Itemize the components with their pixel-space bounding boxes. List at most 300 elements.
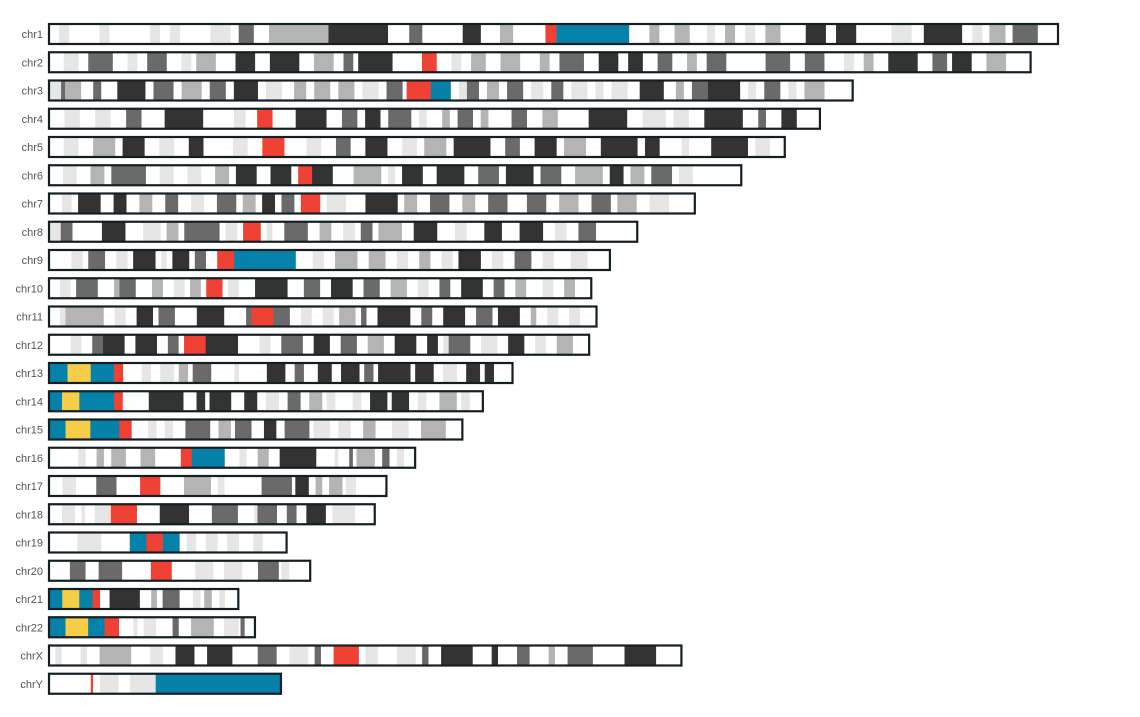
band: [191, 52, 196, 72]
band: [359, 646, 366, 666]
band: [542, 109, 558, 129]
band: [395, 335, 417, 355]
band: [163, 589, 180, 609]
band: [360, 363, 365, 383]
band: [323, 307, 334, 327]
band: [449, 194, 462, 214]
band: [160, 504, 190, 524]
band: [505, 278, 516, 298]
band: [110, 24, 151, 44]
band: [99, 561, 123, 581]
band: [451, 52, 461, 72]
band: [264, 420, 277, 440]
band: [151, 589, 157, 609]
band: [708, 81, 740, 101]
band: [631, 165, 645, 185]
chromosome-chr17: [15, 476, 386, 496]
band: [91, 674, 94, 694]
chromosome-label: chr16: [15, 452, 43, 465]
band: [86, 561, 99, 581]
band: [206, 278, 223, 298]
band: [378, 363, 411, 383]
band: [370, 391, 388, 411]
band: [188, 363, 193, 383]
band: [132, 420, 149, 440]
band: [513, 24, 546, 44]
band: [246, 109, 258, 129]
band: [408, 250, 420, 270]
band: [238, 617, 240, 637]
band: [555, 646, 568, 666]
band: [61, 81, 65, 101]
band: [690, 24, 707, 44]
band: [125, 335, 136, 355]
band: [130, 674, 156, 694]
band: [204, 137, 234, 157]
band: [534, 165, 541, 185]
band: [499, 81, 507, 101]
band: [618, 52, 628, 72]
band: [200, 589, 204, 609]
band: [49, 476, 63, 496]
band: [160, 165, 174, 185]
band: [535, 335, 546, 355]
band: [256, 194, 263, 214]
band: [212, 504, 238, 524]
band: [111, 504, 137, 524]
band: [105, 617, 120, 637]
band: [316, 448, 335, 468]
band: [569, 307, 580, 327]
band: [224, 307, 246, 327]
band: [210, 81, 226, 101]
band: [179, 363, 189, 383]
band: [182, 81, 202, 101]
band: [252, 307, 274, 327]
band: [321, 646, 334, 666]
band: [307, 137, 322, 157]
band: [82, 504, 86, 524]
band: [49, 52, 64, 72]
band: [172, 561, 196, 581]
band: [358, 250, 370, 270]
band: [87, 646, 100, 666]
band: [470, 335, 481, 355]
band: [63, 476, 77, 496]
band: [755, 24, 765, 44]
band: [63, 165, 77, 185]
band: [289, 646, 308, 666]
band: [464, 165, 478, 185]
band: [527, 109, 543, 129]
band: [441, 646, 473, 666]
band: [100, 674, 119, 694]
band: [234, 363, 239, 383]
band: [276, 420, 285, 440]
band: [421, 307, 432, 327]
band: [364, 363, 374, 383]
band: [49, 165, 63, 185]
band: [224, 561, 243, 581]
band: [73, 222, 103, 242]
chromosome-label: chr10: [15, 283, 43, 296]
band: [223, 278, 229, 298]
band: [156, 420, 165, 440]
band: [161, 222, 167, 242]
band: [676, 81, 684, 101]
band: [191, 194, 204, 214]
band: [239, 278, 256, 298]
band: [314, 420, 331, 440]
band: [86, 448, 97, 468]
band: [119, 420, 132, 440]
band: [152, 278, 163, 298]
band: [826, 24, 836, 44]
band: [145, 81, 153, 101]
band: [578, 222, 596, 242]
band: [331, 222, 343, 242]
band: [707, 24, 715, 44]
band: [255, 278, 288, 298]
band: [617, 194, 637, 214]
band: [62, 589, 79, 609]
chromosome-label: chr22: [15, 622, 43, 635]
band: [60, 278, 71, 298]
band: [298, 165, 312, 185]
band: [238, 504, 255, 524]
band: [271, 165, 292, 185]
band: [356, 307, 362, 327]
band: [123, 363, 142, 383]
band: [322, 391, 327, 411]
chromosome-label: chr14: [15, 396, 43, 409]
band: [49, 674, 91, 694]
band: [98, 278, 115, 298]
chromosome-chr4: [22, 109, 821, 129]
band: [205, 391, 210, 411]
band: [651, 165, 672, 185]
band: [117, 81, 145, 101]
band: [355, 222, 361, 242]
band: [804, 81, 824, 101]
band: [155, 448, 181, 468]
band: [275, 194, 282, 214]
band: [330, 420, 339, 440]
band: [404, 194, 417, 214]
band: [707, 52, 727, 72]
band: [467, 222, 485, 242]
band: [461, 52, 471, 72]
band: [499, 165, 506, 185]
band: [373, 222, 379, 242]
band: [244, 391, 257, 411]
band: [105, 250, 117, 270]
band: [167, 222, 179, 242]
band: [506, 165, 534, 185]
band: [603, 165, 610, 185]
band: [321, 137, 336, 157]
band: [410, 307, 421, 327]
band: [269, 448, 280, 468]
band: [341, 335, 358, 355]
band: [346, 194, 366, 214]
band: [225, 222, 237, 242]
band: [414, 222, 438, 242]
band: [258, 646, 277, 666]
band: [669, 194, 695, 214]
band: [437, 165, 465, 185]
band: [277, 646, 290, 666]
band: [363, 420, 376, 440]
band: [284, 137, 306, 157]
band: [211, 476, 218, 496]
band: [484, 222, 502, 242]
band: [218, 476, 225, 496]
band: [357, 335, 368, 355]
band: [102, 222, 126, 242]
band: [90, 420, 119, 440]
band: [301, 307, 312, 327]
band: [49, 250, 72, 270]
band: [343, 222, 355, 242]
band: [507, 81, 523, 101]
band: [418, 391, 427, 411]
band: [402, 137, 417, 157]
band: [596, 81, 604, 101]
band: [397, 448, 405, 468]
band: [682, 137, 690, 157]
band: [481, 250, 493, 270]
band: [437, 222, 455, 242]
band: [388, 165, 395, 185]
band: [81, 335, 92, 355]
band: [128, 250, 134, 270]
band: [178, 222, 184, 242]
band: [93, 589, 101, 609]
band: [402, 222, 414, 242]
band: [115, 137, 123, 157]
band: [88, 617, 105, 637]
band: [111, 165, 146, 185]
band: [494, 363, 513, 383]
band: [628, 52, 643, 72]
band: [430, 194, 450, 214]
band: [137, 307, 154, 327]
band: [422, 646, 429, 666]
band: [207, 646, 233, 666]
band: [49, 363, 68, 383]
band: [1006, 52, 1031, 72]
band: [71, 335, 82, 355]
band: [299, 52, 314, 72]
band: [587, 81, 595, 101]
band: [559, 52, 584, 72]
band: [266, 391, 279, 411]
band: [628, 81, 640, 101]
band: [320, 194, 327, 214]
band: [756, 81, 764, 101]
band: [150, 24, 160, 44]
band: [288, 278, 305, 298]
band: [126, 448, 141, 468]
band: [233, 137, 248, 157]
band: [182, 52, 192, 72]
chromosome-chr11: [16, 307, 596, 327]
band: [488, 109, 511, 129]
band: [101, 194, 114, 214]
band: [197, 391, 206, 411]
band: [361, 222, 373, 242]
band: [239, 533, 254, 553]
band: [388, 109, 411, 129]
band: [354, 81, 362, 101]
band: [689, 137, 711, 157]
band: [806, 24, 826, 44]
band: [390, 448, 398, 468]
band: [805, 52, 825, 72]
band: [294, 81, 306, 101]
band: [184, 222, 220, 242]
band: [174, 165, 188, 185]
band: [225, 589, 239, 609]
band: [766, 109, 782, 129]
band: [874, 52, 889, 72]
band: [527, 194, 547, 214]
band: [185, 278, 191, 298]
band: [498, 646, 517, 666]
band: [78, 448, 86, 468]
band: [257, 165, 271, 185]
band: [387, 137, 402, 157]
band: [116, 476, 140, 496]
band: [79, 391, 114, 411]
band: [439, 278, 450, 298]
band: [397, 646, 416, 666]
band: [61, 222, 73, 242]
band: [442, 109, 450, 129]
band: [49, 448, 79, 468]
band: [78, 533, 102, 553]
band: [455, 222, 467, 242]
band: [481, 24, 500, 44]
band: [114, 194, 127, 214]
band: [254, 24, 269, 44]
band: [258, 448, 269, 468]
band: [62, 504, 75, 524]
band: [543, 222, 555, 242]
band: [335, 250, 358, 270]
band: [224, 476, 261, 496]
band: [96, 476, 117, 496]
band: [220, 222, 226, 242]
band: [854, 52, 864, 72]
band: [123, 137, 145, 157]
band: [65, 81, 81, 101]
band: [575, 278, 592, 298]
band: [449, 335, 471, 355]
band: [351, 420, 364, 440]
band: [239, 24, 254, 44]
band: [137, 52, 147, 72]
band: [49, 278, 60, 298]
band: [292, 476, 296, 496]
band: [427, 109, 443, 129]
band: [285, 363, 295, 383]
band: [180, 533, 187, 553]
band: [149, 391, 184, 411]
band: [409, 391, 418, 411]
band: [238, 335, 260, 355]
band: [194, 646, 207, 666]
band: [266, 81, 282, 101]
band: [114, 363, 124, 383]
band: [157, 335, 168, 355]
band: [206, 533, 218, 553]
band: [201, 165, 215, 185]
band: [650, 194, 670, 214]
band: [279, 391, 288, 411]
band: [541, 165, 562, 185]
band: [327, 109, 343, 129]
band: [285, 420, 310, 440]
band: [407, 81, 431, 101]
band: [111, 109, 127, 129]
band: [77, 165, 91, 185]
band: [476, 307, 493, 327]
band: [666, 109, 674, 129]
band: [49, 504, 62, 524]
band: [558, 109, 589, 129]
band: [610, 165, 624, 185]
band: [387, 81, 403, 101]
band: [770, 137, 785, 157]
band: [461, 391, 470, 411]
band: [365, 109, 381, 129]
band: [289, 561, 310, 581]
band: [437, 52, 452, 72]
band: [184, 335, 206, 355]
band: [254, 504, 258, 524]
band: [411, 363, 416, 383]
band: [378, 307, 411, 327]
band: [273, 307, 290, 327]
band: [239, 363, 267, 383]
band: [110, 589, 141, 609]
band: [624, 165, 631, 185]
band: [151, 363, 161, 383]
band: [354, 165, 382, 185]
band: [66, 420, 91, 440]
band: [353, 278, 364, 298]
band: [334, 646, 360, 666]
band: [210, 420, 219, 440]
band: [415, 363, 434, 383]
band: [432, 307, 443, 327]
band: [335, 391, 353, 411]
band: [227, 533, 239, 553]
band: [133, 617, 137, 637]
band: [540, 52, 550, 72]
band: [172, 250, 189, 270]
band: [545, 24, 556, 44]
band: [201, 278, 207, 298]
band: [422, 52, 437, 72]
band: [79, 589, 93, 609]
band: [215, 165, 229, 185]
band: [139, 194, 152, 214]
band: [427, 335, 438, 355]
band: [115, 307, 126, 327]
